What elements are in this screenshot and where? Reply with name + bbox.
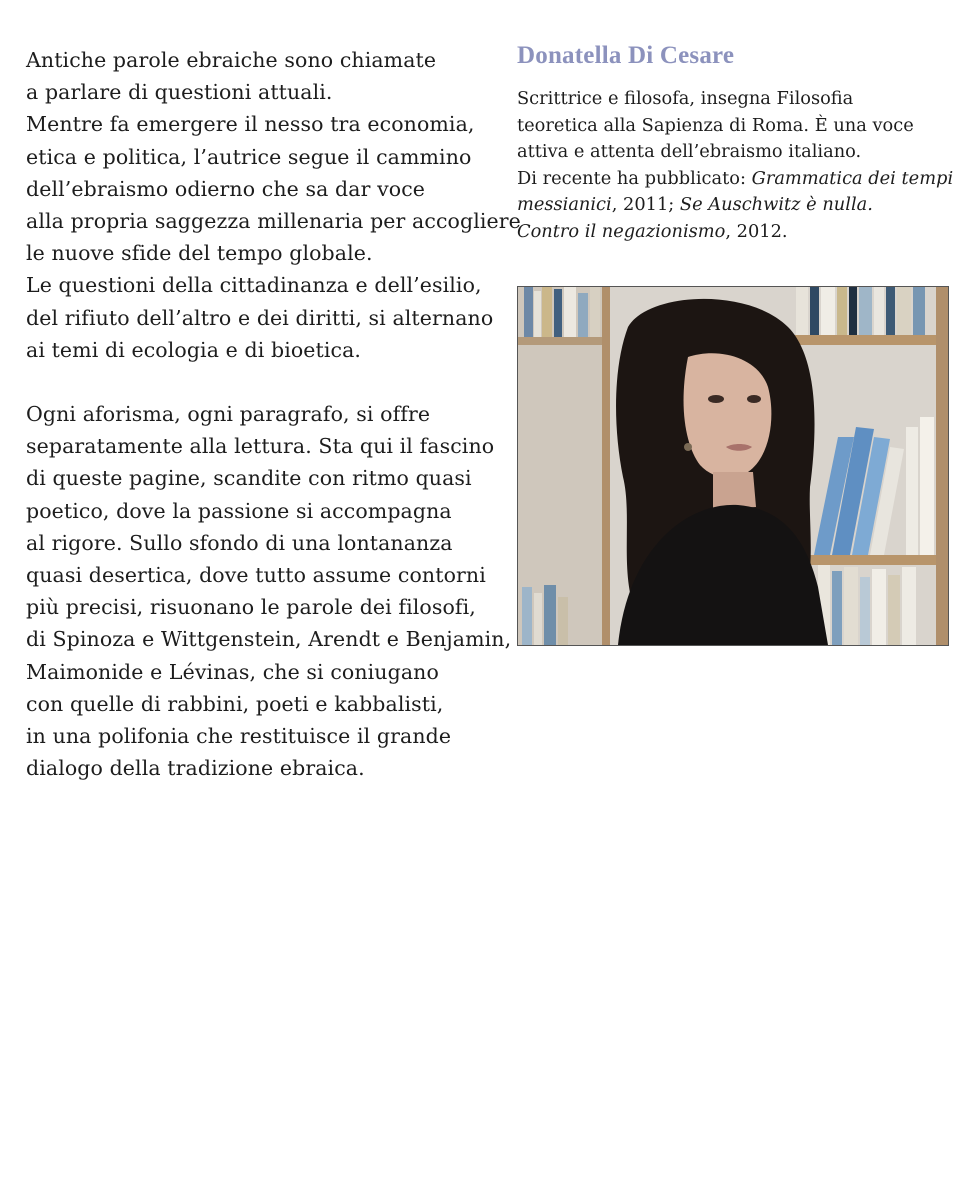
text-line: più precisi, risuonano le parole dei filosofi, xyxy=(26,595,476,620)
text-line: separatamente alla lettura. Sta qui il fascino xyxy=(26,434,495,459)
text-line: Ogni aforisma, ogni paragrafo, si offre xyxy=(26,402,431,427)
text-line: di Spinoza e Wittgenstein, Arendt e Benjamin, xyxy=(26,627,512,652)
text-line: dialogo della tradizione ebraica. xyxy=(26,756,365,781)
author-bio xyxy=(517,86,954,245)
bio-line: attiva e attenta dell’ebraismo italiano. xyxy=(517,141,862,162)
bio-line xyxy=(517,219,949,246)
book-title-1: Grammatica dei tempi xyxy=(751,167,954,189)
text-line: Mentre fa emergere il nesso tra economia, xyxy=(26,112,475,137)
text-line: al rigore. Sullo sfondo di una lontananza xyxy=(26,530,453,555)
book-year-1: , 2011; xyxy=(611,194,680,215)
text-line: poetico, dove la passione si accompagna xyxy=(26,498,452,523)
bio-publications-prefix: Di recente ha pubblicato: xyxy=(517,167,752,189)
text-line: a parlare di questioni attuali. xyxy=(26,80,333,105)
text-line: quasi desertica, dove tutto assume contorni xyxy=(26,563,486,588)
text-line: alla propria saggezza millenaria per accogliere xyxy=(26,209,521,234)
bio-line xyxy=(517,192,949,219)
back-cover-description xyxy=(26,44,521,816)
author-photo xyxy=(517,286,949,646)
text-line: dell’ebraismo odierno che sa dar voce xyxy=(26,176,426,201)
book-title-1-cont: messianici xyxy=(517,194,612,215)
text-line: ai temi di ecologia e di bioetica. xyxy=(26,337,362,362)
text-line: con quelle di rabbini, poeti e kabbalisti, xyxy=(26,691,444,716)
portrait-figure xyxy=(616,299,828,645)
book-title-2-cont: Contro il negazionismo xyxy=(517,220,726,242)
book-title-2: Se Auschwitz è nulla. xyxy=(679,194,873,215)
author-section xyxy=(517,40,954,245)
text-line: di queste pagine, scandite con ritmo quasi xyxy=(26,466,472,491)
text-line: in una polifonia che restituisce il grande xyxy=(26,724,452,749)
author-name: Donatella Di Cesare xyxy=(517,42,735,69)
bio-line: Scrittrice e filosofa, insegna Filosofia xyxy=(517,88,854,109)
text-line: etica e politica, l’autrice segue il cammino xyxy=(26,144,472,169)
bio-line: teoretica alla Sapienza di Roma. È una voce xyxy=(517,114,914,136)
text-line: del rifiuto dell’altro e dei diritti, si alternano xyxy=(26,305,494,330)
text-line: Antiche parole ebraiche sono chiamate xyxy=(26,48,437,72)
text-line: Le questioni della cittadinanza e dell’esilio, xyxy=(26,273,482,298)
book-year-2: , 2012. xyxy=(725,220,788,242)
text-line: le nuove sfide del tempo globale. xyxy=(26,241,373,266)
description-paragraph-1 xyxy=(26,44,521,366)
text-line: Maimonide e Lévinas, che si coniugano xyxy=(26,659,439,684)
bio-line xyxy=(517,166,954,193)
description-paragraph-2 xyxy=(26,398,512,784)
